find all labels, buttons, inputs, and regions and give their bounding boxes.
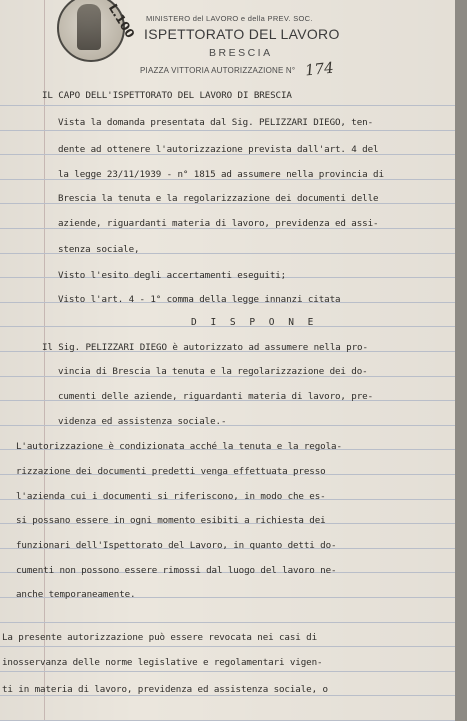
ruled-line (0, 695, 455, 696)
body-line: cumenti delle aziende, riguardanti materia di lavoro, pre- (58, 391, 374, 402)
body-line: vincia di Brescia la tenuta e la regolarizzazione dei do- (58, 366, 368, 377)
body-line: aziende, riguardanti materia di lavoro, previdenza ed assi- (58, 218, 379, 229)
authorization-label: AUTORIZZAZIONE N° (211, 66, 296, 75)
ruled-line (0, 105, 455, 106)
body-line: stenza sociale, (58, 244, 140, 255)
body-line: la legge 23/11/1939 - n° 1815 ad assumere nella provincia di (58, 169, 384, 180)
ruled-line (0, 671, 455, 672)
page-edge-shadow (455, 0, 467, 721)
body-line: inosservanza delle norme legislative e regolamentari vigen- (2, 657, 323, 668)
body-line: La presente autorizzazione può essere revocata nei casi di (2, 632, 318, 643)
body-line: Visto l'art. 4 - 1° comma della legge innanzi citata (58, 294, 341, 305)
stamp-value: L.100 (105, 1, 138, 41)
body-line: L'autorizzazione è condizionata acché la tenuta e la regola- (16, 441, 342, 452)
body-line: IL CAPO DELL'ISPETTORATO DEL LAVORO DI BRESCIA (42, 90, 292, 101)
body-line: Brescia la tenuta e la regolarizzazione dei documenti delle (58, 193, 379, 204)
body-line: funzionari dell'Ispettorato del Lavoro, in quanto detti do- (16, 540, 337, 551)
body-line: ti in materia di lavoro, previdenza ed assistenza sociale, o (2, 684, 328, 695)
ministry-name: MINISTERO del LAVORO e della PREV. SOC. (146, 14, 313, 23)
body-line: videnza ed assistenza sociale.- (58, 416, 227, 427)
body-line: anche temporaneamente. (16, 589, 136, 600)
stamp-figure-icon (77, 4, 101, 50)
ruled-line (0, 646, 455, 647)
body-line: Il Sig. PELIZZARI DIEGO è autorizzato ad assumere nella pro- (42, 342, 368, 353)
body-line: Vista la domanda presentata dal Sig. PELIZZARI DIEGO, ten- (58, 117, 374, 128)
body-line: si possano essere in ogni momento esibiti a richiesta dei (16, 515, 326, 526)
address-text: PIAZZA VITTORIA (140, 66, 210, 75)
body-line: Visto l'esito degli accertamenti eseguiti; (58, 270, 287, 281)
body-line: dente ad ottenere l'autorizzazione prevista dall'art. 4 del (58, 144, 379, 155)
body-line: cumenti non possono essere rimossi dal luogo del lavoro ne- (16, 565, 337, 576)
margin-line (44, 0, 45, 721)
revenue-stamp (57, 0, 138, 62)
authorization-number: 174 (304, 58, 335, 80)
office-address (140, 66, 295, 75)
office-city: BRESCIA (209, 47, 273, 59)
body-line: rizzazione dei documenti predetti venga effettuata presso (16, 466, 326, 477)
ruled-line (0, 622, 455, 623)
ruled-line (0, 130, 455, 131)
disposition-heading: D I S P O N E (191, 317, 318, 328)
office-name: ISPETTORATO DEL LAVORO (144, 26, 340, 42)
body-line: l'azienda cui i documenti si riferiscono, in modo che es- (16, 491, 326, 502)
